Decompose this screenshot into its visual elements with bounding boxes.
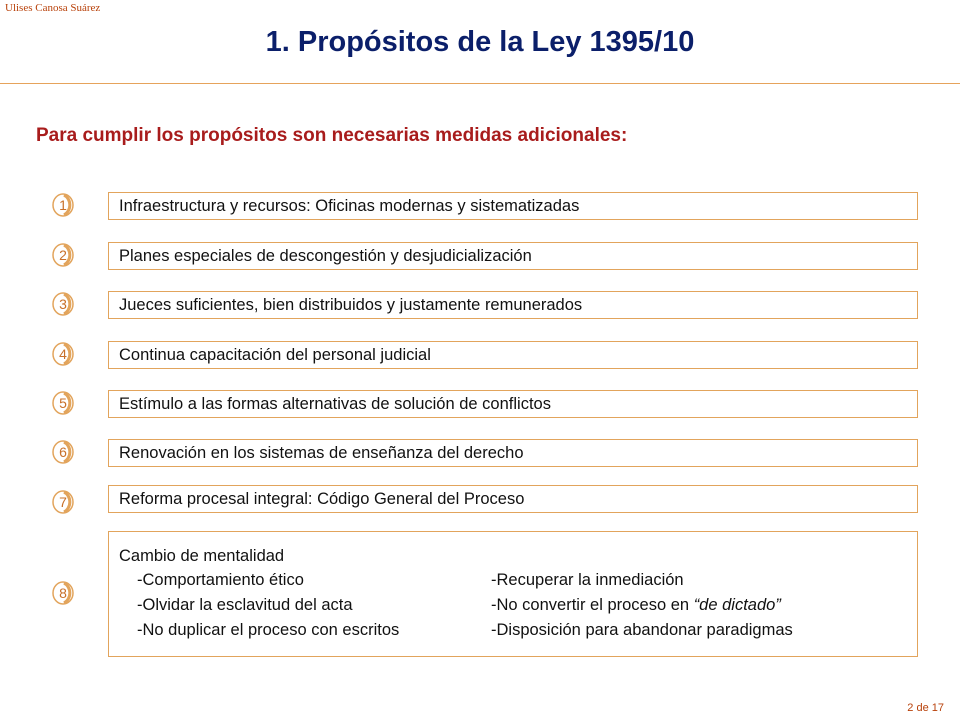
item8-left-line: -Comportamiento ético	[137, 571, 304, 589]
item-number-badge-4	[51, 342, 75, 366]
item8-right-line	[491, 593, 793, 618]
item-number: 1	[59, 197, 67, 213]
item8-heading: Cambio de mentalidad	[119, 547, 285, 565]
item-box-8	[108, 531, 918, 657]
item-box-1: Infraestructura y recursos: Oficinas modernas y sistematizadas	[108, 192, 918, 220]
item-number-badge-8	[51, 581, 75, 605]
item8-columns	[119, 568, 917, 643]
item8-left-line: -Olvidar la esclavitud del acta	[137, 596, 353, 614]
item-number: 5	[59, 395, 67, 411]
item-number: 2	[59, 247, 67, 263]
item8-right-line-text: -No convertir el proceso en	[491, 596, 694, 614]
title-divider	[0, 83, 960, 84]
item8-left-column	[119, 568, 481, 643]
item-box-7: Reforma procesal integral: Código General del Proceso	[108, 485, 918, 513]
item-number-badge-6	[51, 440, 75, 464]
item-number-badge-3	[51, 292, 75, 316]
item-box-3: Jueces suficientes, bien distribuidos y justamente remunerados	[108, 291, 918, 319]
item8-right-line-italic: “de dictado”	[693, 596, 781, 614]
slide-title: 1. Propósitos de la Ley 1395/10	[265, 26, 695, 58]
page-number: 2 de 17	[907, 702, 944, 714]
item-number-badge-1	[51, 193, 75, 217]
item-box-2: Planes especiales de descongestión y desjudicialización	[108, 242, 918, 270]
item-number-badge-5	[51, 391, 75, 415]
item-number-badge-7	[51, 490, 75, 514]
item-box-5: Estímulo a las formas alternativas de solución de conflictos	[108, 390, 918, 418]
item-box-4: Continua capacitación del personal judicial	[108, 341, 918, 369]
item-number: 3	[59, 296, 67, 312]
item-number: 8	[59, 585, 67, 601]
item8-left-line: -No duplicar el proceso con escritos	[137, 621, 400, 639]
slide-subtitle: Para cumplir los propósitos son necesarias medidas adicionales:	[36, 125, 628, 146]
item-box-6: Renovación en los sistemas de enseñanza del derecho	[108, 439, 918, 467]
item-number: 4	[59, 346, 67, 362]
item-number-badge-2	[51, 243, 75, 267]
item8-right-column	[481, 568, 793, 643]
item-number: 6	[59, 444, 67, 460]
item8-right-line: -Disposición para abandonar paradigmas	[491, 621, 793, 639]
item-number: 7	[59, 494, 67, 510]
item8-right-line: -Recuperar la inmediación	[491, 571, 684, 589]
author-label: Ulises Canosa Suárez	[5, 2, 101, 14]
